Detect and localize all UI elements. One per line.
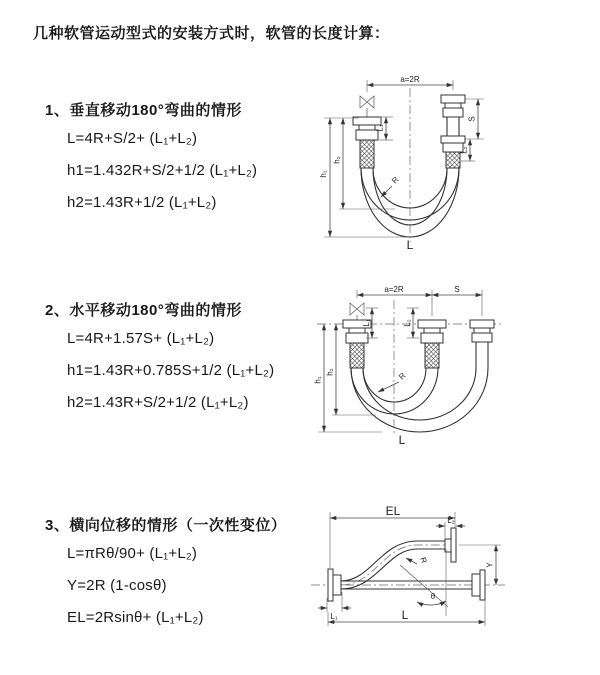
dim-label-l1: L₁ — [330, 612, 338, 621]
dim-label-l2: L₂ — [459, 146, 469, 154]
dim-label-s: S — [454, 285, 460, 294]
dim-label-theta: θ — [430, 592, 436, 601]
u-bend-curves — [351, 368, 488, 432]
dim-label-l2: L₂ — [403, 319, 412, 327]
right-flange-straight — [472, 570, 485, 600]
right-braid-section — [446, 152, 460, 168]
formula-h1: h1=1.432R+S/2+1/2 (L₁+L₂) — [67, 162, 258, 179]
valve-icon — [360, 96, 374, 117]
dim-label-s: S — [467, 116, 477, 122]
dim-label-a2r: a=2R — [400, 75, 420, 84]
dimensions — [318, 504, 501, 626]
diagram-lateral-displacement — [305, 502, 515, 660]
formula-h2: h2=1.43R+1/2 (L₁+L₂) — [67, 194, 217, 211]
dim-label-r: R — [390, 175, 401, 186]
formula-l: L=4R+1.57S+ (L₁+L₂) — [67, 330, 215, 347]
diagram-horizontal-180-bend — [312, 282, 590, 460]
page-title: 几种软管运动型式的安装方式时，软管的长度计算： — [33, 25, 390, 42]
dim-label-l2: L₂ — [447, 516, 455, 525]
right-flange-moved — [470, 320, 494, 342]
formula-l: L=4R+S/2+ (L₁+L₂) — [67, 130, 198, 147]
dim-label-y: Y — [485, 562, 495, 568]
left-braid-section — [350, 343, 364, 368]
dim-label-h2: h₂ — [325, 368, 335, 376]
formula-el: EL=2Rsinθ+ (L₁+L₂) — [67, 609, 204, 626]
dim-label-h1: h₁ — [319, 170, 328, 178]
dim-label-h1: h₁ — [313, 376, 323, 384]
right-flange-upper — [441, 95, 465, 117]
dim-label-l1: L₁ — [362, 319, 371, 327]
valve-icon — [350, 303, 364, 320]
diagram-vertical-180-bend — [315, 68, 587, 260]
left-flange — [328, 569, 341, 601]
section-horizontal-movement — [45, 299, 274, 419]
upper-flange-displaced — [445, 528, 456, 562]
formula-h1: h1=1.43R+0.785S+1/2 (L₁+L₂) — [67, 362, 275, 379]
middle-flange — [418, 320, 446, 343]
dimensions — [314, 285, 483, 447]
displaced-s-curve — [341, 541, 445, 589]
section-vertical-movement — [45, 99, 257, 219]
section-3-heading: 3、横向位移的情形（一次性变位） — [45, 517, 287, 534]
hose-assembly — [353, 95, 465, 237]
dim-label-l-total: L — [398, 433, 406, 447]
left-braid-section — [360, 140, 374, 168]
section-lateral-displacement — [45, 514, 286, 634]
dim-label-el: EL — [385, 504, 401, 518]
dim-label-r: R — [397, 371, 408, 382]
formula-l: L=πRθ/90+ (L₁+L₂) — [67, 545, 198, 562]
dim-label-l-total: L — [401, 608, 409, 622]
middle-braid-section — [425, 343, 439, 368]
dim-label-l1: L₁ — [375, 124, 385, 132]
dim-label-r: R — [418, 556, 429, 565]
hose-assembly — [328, 528, 485, 601]
dim-label-l-total: L — [406, 238, 414, 252]
formula-y: Y=2R (1-cosθ) — [67, 577, 167, 594]
section-1-heading: 1、垂直移动180°弯曲的情形 — [45, 102, 242, 119]
dim-label-h2: h₂ — [332, 156, 342, 164]
section-2-heading: 2、水平移动180°弯曲的情形 — [45, 302, 242, 319]
formula-h2: h2=1.43R+S/2+1/2 (L₁+L₂) — [67, 394, 249, 411]
dim-label-a2r: a=2R — [384, 285, 404, 294]
